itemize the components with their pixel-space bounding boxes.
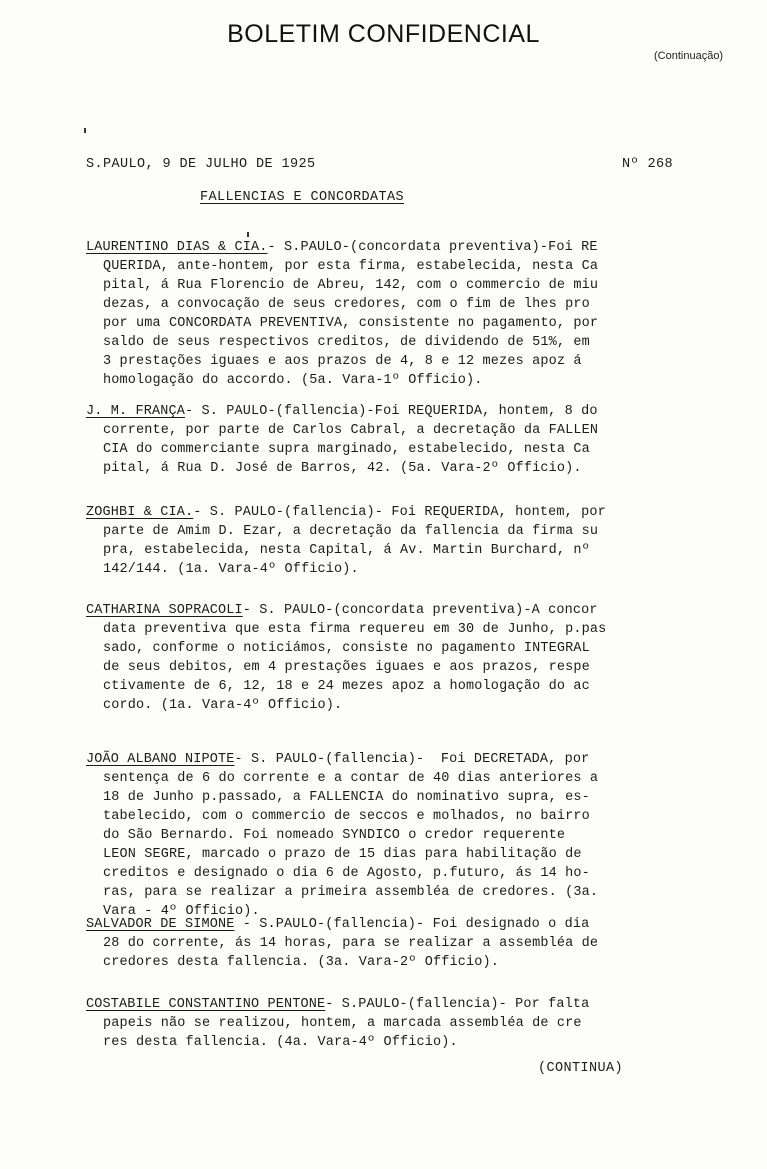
entry-text-line: - S. PAULO-(fallencia)- Foi REQUERIDA, hontem, por (193, 505, 606, 520)
entry-first-line (86, 503, 686, 522)
entry-text-line: ras, para se realizar a primeira assembléa de credores. (3a. (103, 885, 599, 900)
entry-text-line: - S.PAULO-(concordata preventiva)-Foi RE (267, 240, 598, 255)
entry-text-line: 142/144. (1a. Vara-4º Officio). (103, 562, 359, 577)
entry-text-line: creditos e designado o dia 6 de Agosto, p.futuro, ás 14 ho- (103, 866, 590, 881)
entry-text-line: pital, á Rua D. José de Barros, 42. (5a. Vara-2º Officio). (103, 461, 582, 476)
entry-text-line: sado, conforme o noticiámos, consiste no pagamento INTEGRAL (103, 641, 590, 656)
entry-text-line: LEON SEGRE, marcado o prazo de 15 dias para habilitação de (103, 847, 582, 862)
margin-mark (84, 128, 86, 133)
entry-first-line (86, 402, 686, 421)
entry-text-line: - S. PAULO-(fallencia)-Foi REQUERIDA, hontem, 8 do (185, 404, 598, 419)
entry-name: ZOGHBI & CIA. (86, 505, 194, 520)
entry-text-line: homologação do accordo. (5a. Vara-1º Officio). (103, 373, 483, 388)
entry-franca (86, 402, 686, 478)
entry-first-line (86, 915, 686, 934)
entry-text-line: pital, á Rua Florencio de Abreu, 142, com o commercio de miu (103, 278, 599, 293)
entry-zoghbi (86, 503, 686, 579)
bulletin-number: Nº 268 (622, 157, 674, 172)
entry-text-line: sentença de 6 do corrente e a contar de 40 dias anteriores a (103, 771, 599, 786)
entry-text-line: corrente, por parte de Carlos Cabral, a decretação da FALLEN (103, 423, 599, 438)
entry-text-line: 28 do corrente, ás 14 horas, para se realizar a assembléa de (103, 936, 599, 951)
entry-first-line (86, 750, 686, 769)
entry-text-line: papeis não se realizou, hontem, a marcada assembléa de cre (103, 1016, 582, 1031)
dateline: S.PAULO, 9 DE JULHO DE 1925 (86, 157, 316, 172)
entry-text-line: credores desta fallencia. (3a. Vara-2º Officio). (103, 955, 500, 970)
entry-first-line (86, 995, 686, 1014)
entry-text-line: tabelecido, com o commercio de seccos e molhados, no bairro (103, 809, 590, 824)
entry-text-line: do São Bernardo. Foi nomeado SYNDICO o credor requerente (103, 828, 566, 843)
entry-text-line: 3 prestações iguaes e aos prazos de 4, 8 e 12 mezes apoz á (103, 354, 582, 369)
entry-text-line: cordo. (1a. Vara-4º Officio). (103, 698, 343, 713)
section-title: FALLENCIAS E CONCORDATAS (200, 190, 405, 205)
entry-first-line (86, 601, 686, 620)
entry-text-line: de seus debitos, em 4 prestações iguaes e aos prazos, respe (103, 660, 590, 675)
entry-text-line: QUERIDA, ante-hontem, por esta firma, estabelecida, nesta Ca (103, 259, 599, 274)
entry-text-line: por uma CONCORDATA PREVENTIVA, consistente no pagamento, por (103, 316, 599, 331)
entry-simone (86, 915, 686, 972)
entry-name: JOÃO ALBANO NIPOTE (86, 752, 235, 767)
entry-laurentino (86, 238, 686, 390)
entry-sopracoli (86, 601, 686, 715)
entry-text-line: parte de Amim D. Ezar, a decretação da fallencia da firma su (103, 524, 599, 539)
entry-pentone (86, 995, 686, 1052)
entry-nipote (86, 750, 686, 921)
entry-text-line: CIA do commerciante supra marginado, estabelecido, nesta Ca (103, 442, 590, 457)
entry-name: J. M. FRANÇA (86, 404, 186, 419)
entry-text-line: 18 de Junho p.passado, a FALLENCIA do nominativo supra, es- (103, 790, 590, 805)
entry-text-line: res desta fallencia. (4a. Vara-4º Officio). (103, 1035, 458, 1050)
margin-mark (247, 232, 249, 237)
continued-note: (CONTINUA) (538, 1061, 624, 1076)
bulletin-title: BOLETIM CONFIDENCIAL (227, 20, 540, 48)
entry-text-line: - S. PAULO-(fallencia)- Foi DECRETADA, por (234, 752, 590, 767)
entry-text-line: saldo de seus respectivos creditos, de dividendo de 51%, em (103, 335, 590, 350)
entry-text-line: data preventiva que esta firma requereu em 30 de Junho, p.pas (103, 622, 607, 637)
entry-name: SALVADOR DE SIMONE (86, 917, 235, 932)
entry-text-line: - S. PAULO-(concordata preventiva)-A concor (242, 603, 598, 618)
entry-text-line: Vara - 4º Officio). (103, 904, 260, 919)
entry-name: CATHARINA SOPRACOLI (86, 603, 243, 618)
entry-text-line: pra, estabelecida, nesta Capital, á Av. Martin Burchard, nº (103, 543, 590, 558)
entry-name: COSTABILE CONSTANTINO PENTONE (86, 997, 326, 1012)
continuation-note: (Continuação) (654, 50, 724, 62)
entry-text-line: dezas, a convocação de seus credores, com o fim de lhes pro (103, 297, 590, 312)
entry-name: LAURENTINO DIAS & CIA. (86, 240, 268, 255)
entry-text-line: - S.PAULO-(fallencia)- Foi designado o dia (234, 917, 590, 932)
entry-first-line (86, 238, 686, 257)
entry-text-line: - S.PAULO-(fallencia)- Por falta (325, 997, 590, 1012)
entry-text-line: ctivamente de 6, 12, 18 e 24 mezes apoz a homologação do ac (103, 679, 590, 694)
